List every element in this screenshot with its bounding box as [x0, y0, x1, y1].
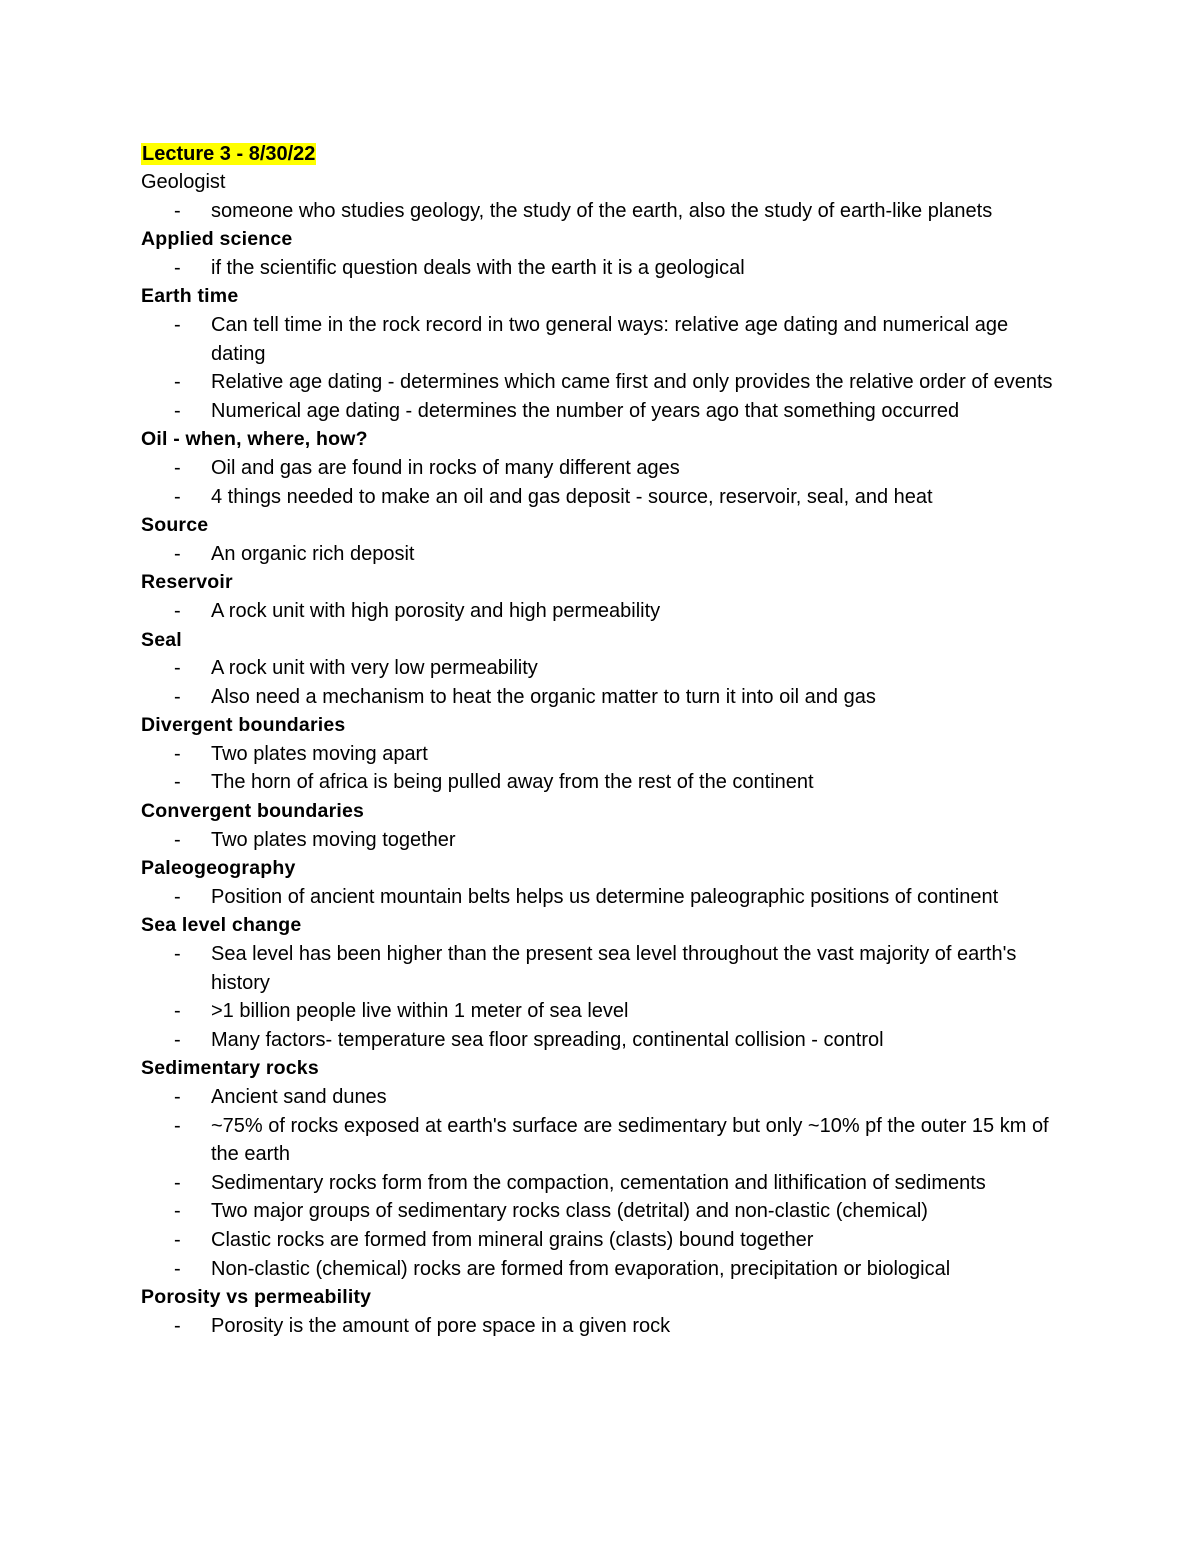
section-sea-level-change: [141, 911, 1081, 1054]
dash-bullet-marker: -: [174, 1114, 181, 1137]
section-earth-time: [141, 282, 1081, 425]
section-source: [141, 511, 1081, 568]
bullet-item: [141, 397, 1061, 426]
lecture-title: [141, 140, 1081, 168]
bullet-text: Relative age dating - determines which came first and only provides the relative order of events: [211, 371, 1053, 394]
section-heading: Divergent boundaries: [141, 714, 346, 737]
bullet-text: Sedimentary rocks form from the compaction, cementation and lithification of sediments: [211, 1171, 986, 1194]
bullet-text: The horn of africa is being pulled away from the rest of the continent: [211, 771, 814, 794]
dash-bullet-marker: -: [174, 657, 181, 680]
section-paleogeography: [141, 854, 1081, 911]
section-reservoir: [141, 568, 1081, 625]
bullet-text: 4 things needed to make an oil and gas deposit - source, reservoir, seal, and heat: [211, 485, 933, 508]
bullet-text: Many factors- temperature sea floor spreading, continental collision - control: [211, 1028, 884, 1051]
section-bullet-list: [141, 254, 1081, 283]
bullet-text: An organic rich deposit: [211, 542, 415, 565]
dash-bullet-marker: -: [174, 1000, 181, 1023]
bullet-item: [141, 1026, 1061, 1055]
bullet-text: A rock unit with high porosity and high permeability: [211, 599, 661, 622]
bullet-item: [141, 368, 1061, 397]
section-bullet-list: [141, 740, 1081, 797]
section-bullet-list: [141, 940, 1081, 1054]
dash-bullet-marker: -: [174, 885, 181, 908]
section-bullet-list: [141, 454, 1081, 511]
dash-bullet-marker: -: [174, 1228, 181, 1251]
bullet-item: [141, 1169, 1061, 1198]
bullet-text: Position of ancient mountain belts helps us determine paleographic positions of continent: [211, 885, 999, 908]
section-heading: Reservoir: [141, 571, 233, 594]
bullet-text: Ancient sand dunes: [211, 1086, 387, 1108]
bullet-item: [141, 997, 1061, 1026]
section-bullet-list: [141, 883, 1081, 912]
bullet-item: [141, 1312, 1061, 1341]
section-bullet-list: [141, 654, 1081, 711]
section-convergent-boundaries: [141, 797, 1081, 854]
section-heading: Earth time: [141, 285, 239, 308]
dash-bullet-marker: -: [174, 313, 181, 336]
section-bullet-list: [141, 826, 1081, 855]
section-heading: Seal: [141, 628, 182, 651]
bullet-item: [141, 1083, 1061, 1112]
section-porosity-vs-permeability: [141, 1283, 1081, 1340]
section-bullet-list: [141, 597, 1081, 626]
bullet-item: [141, 940, 1061, 997]
bullet-item: [141, 1255, 1061, 1284]
bullet-text: Two major groups of sedimentary rocks class (detrital) and non-clastic (chemical): [211, 1200, 928, 1223]
bullet-text: Numerical age dating - determines the number of years ago that something occurred: [211, 399, 960, 422]
section-heading: Sea level change: [141, 914, 302, 937]
bullet-item: [141, 454, 1061, 483]
bullet-text: someone who studies geology, the study of the earth, also the study of earth-like planets: [211, 199, 993, 222]
dash-bullet-marker: -: [174, 943, 181, 966]
dash-bullet-marker: -: [174, 599, 181, 622]
bullet-item: [141, 311, 1061, 368]
dash-bullet-marker: -: [174, 1200, 181, 1223]
section-heading: Porosity vs permeability: [141, 1286, 372, 1309]
section-divergent-boundaries: [141, 711, 1081, 797]
dash-bullet-marker: -: [174, 256, 181, 279]
dash-bullet-marker: -: [174, 1171, 181, 1194]
dash-bullet-marker: -: [174, 685, 181, 708]
dash-bullet-marker: -: [174, 1314, 181, 1337]
bullet-item: [141, 483, 1061, 512]
dash-bullet-marker: -: [174, 199, 181, 222]
section-bullet-list: [141, 540, 1081, 569]
document-body: [141, 140, 1081, 1340]
dash-bullet-marker: -: [174, 742, 181, 765]
bullet-text: Also need a mechanism to heat the organic matter to turn it into oil and gas: [211, 685, 876, 708]
bullet-item: [141, 768, 1061, 797]
dash-bullet-marker: -: [174, 771, 181, 794]
bullet-item: [141, 254, 1061, 283]
lecture-title-highlight: Lecture 3 - 8/30/22: [142, 143, 316, 165]
dash-bullet-marker: -: [174, 828, 181, 851]
bullet-text: Two plates moving apart: [211, 742, 428, 765]
intro-term: Geologist: [141, 171, 226, 193]
bullet-text: if the scientific question deals with the earth it is a geological: [211, 256, 745, 279]
bullet-text: Oil and gas are found in rocks of many different ages: [211, 456, 680, 479]
bullet-item: [141, 597, 1061, 626]
bullet-text: A rock unit with very low permeability: [211, 657, 538, 680]
dash-bullet-marker: -: [174, 1257, 181, 1280]
intro-bullet-list: [141, 197, 1081, 226]
section-sedimentary-rocks: [141, 1054, 1081, 1283]
bullet-item: [141, 683, 1061, 712]
notes-sections: [141, 225, 1081, 1340]
dash-bullet-marker: -: [174, 1086, 181, 1108]
bullet-text: Non-clastic (chemical) rocks are formed from evaporation, precipitation or biological: [211, 1257, 951, 1280]
dash-bullet-marker: -: [174, 399, 181, 422]
bullet-text: Porosity is the amount of pore space in a given rock: [211, 1314, 671, 1337]
dash-bullet-marker: -: [174, 542, 181, 565]
section-bullet-list: [141, 311, 1081, 425]
section-oil-when-where-how: [141, 425, 1081, 511]
bullet-text: Clastic rocks are formed from mineral grains (clasts) bound together: [211, 1228, 814, 1251]
bullet-item: [141, 1112, 1061, 1169]
dash-bullet-marker: -: [174, 371, 181, 394]
section-heading: Paleogeography: [141, 857, 296, 880]
section-bullet-list: [141, 1312, 1081, 1341]
bullet-item: [141, 740, 1061, 769]
bullet-text: >1 billion people live within 1 meter of sea level: [211, 1000, 629, 1023]
bullet-item: [141, 1226, 1061, 1255]
section-heading: Convergent boundaries: [141, 800, 365, 823]
bullet-item: [141, 654, 1061, 683]
bullet-text: Two plates moving together: [211, 828, 456, 851]
section-seal: [141, 626, 1081, 712]
section-bullet-list: [141, 1083, 1081, 1283]
dash-bullet-marker: -: [174, 485, 181, 508]
section-applied-science: [141, 225, 1081, 282]
bullet-item: [141, 883, 1061, 912]
bullet-text: ~75% of rocks exposed at earth's surface are sedimentary but only ~10% pf the outer 15 km of the earth: [211, 1114, 1049, 1166]
bullet-item: [141, 1197, 1061, 1226]
dash-bullet-marker: -: [174, 456, 181, 479]
bullet-text: Can tell time in the rock record in two general ways: relative age dating and numerical age dating: [211, 313, 1009, 365]
bullet-item: [141, 826, 1061, 855]
bullet-item: [141, 540, 1061, 569]
section-heading: Applied science: [141, 228, 293, 251]
section-heading: Sedimentary rocks: [141, 1057, 319, 1080]
bullet-item: [141, 197, 1061, 226]
dash-bullet-marker: -: [174, 1028, 181, 1051]
bullet-text: Sea level has been higher than the present sea level throughout the vast majority of earth's history: [211, 943, 1017, 994]
section-heading: Source: [141, 514, 209, 537]
section-heading: Oil - when, where, how?: [141, 428, 368, 451]
